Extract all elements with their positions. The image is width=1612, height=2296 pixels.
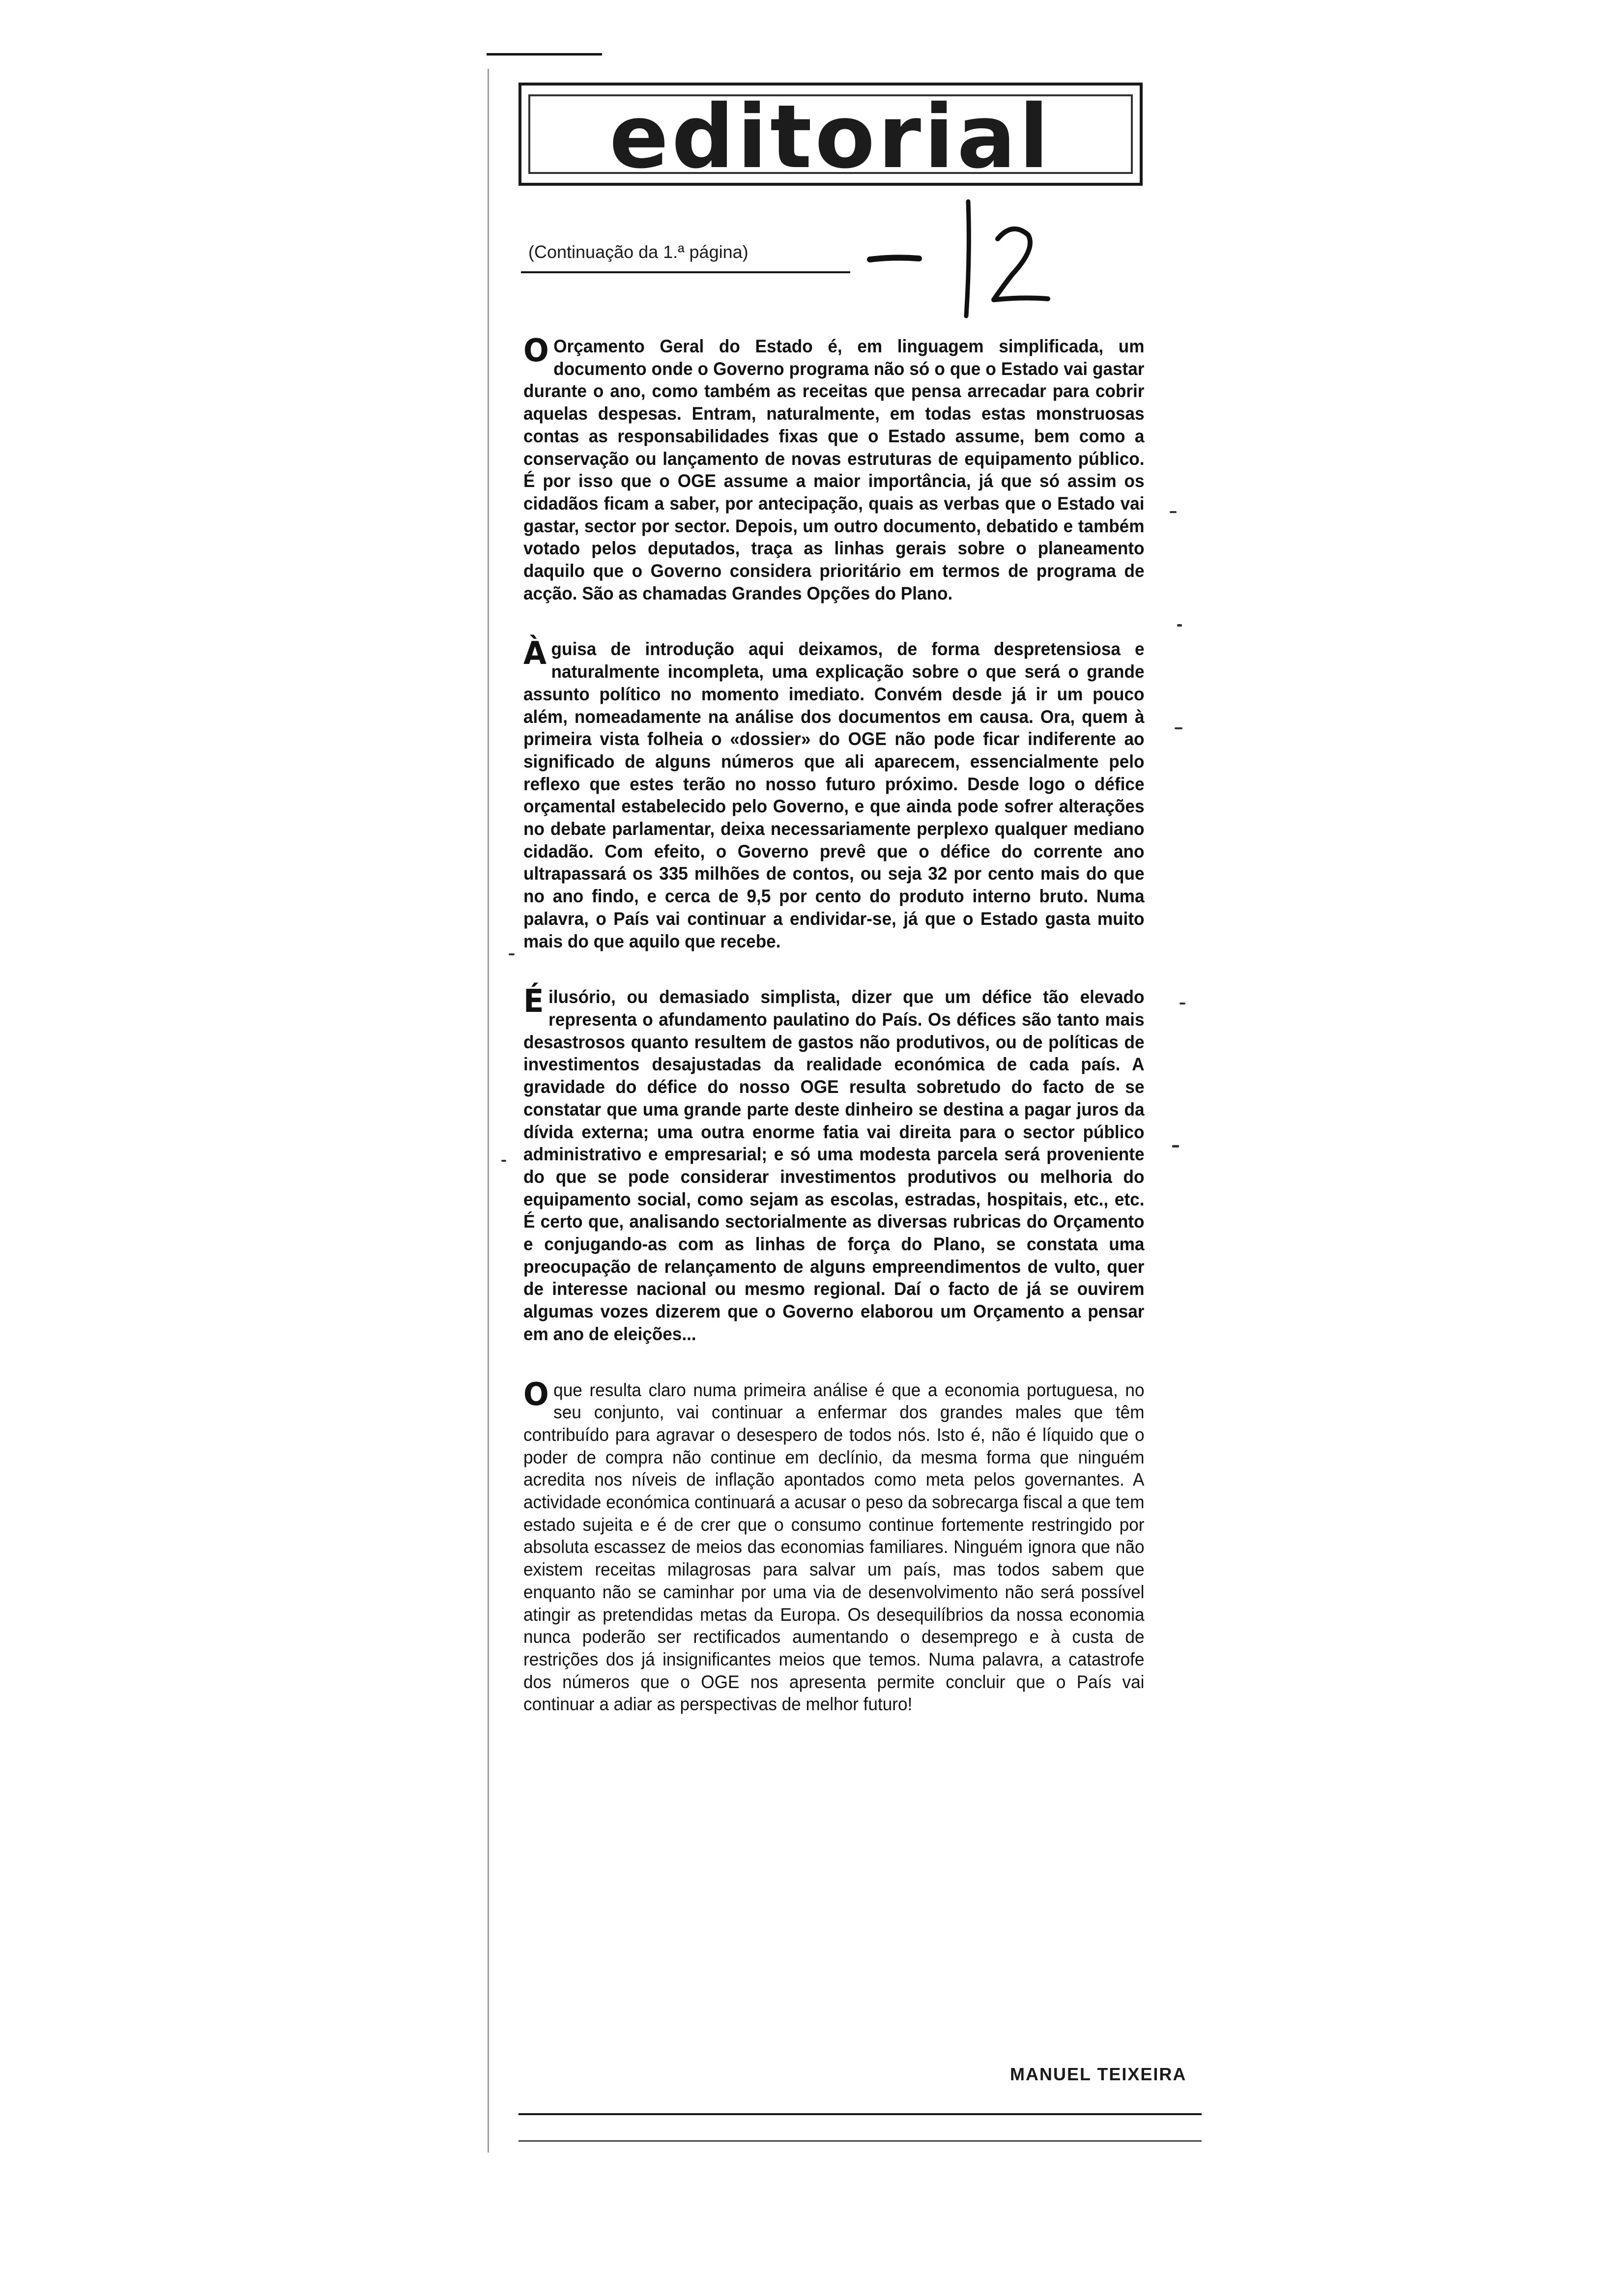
paragraph-text: ilusório, ou demasiado simplista, dizer que um défice tão elevado representa o afundamento paulatino do País. Os défices são tanto mais desastrosos quanto resultem de gastos não produtivos, ou de políticas de investimentos desajustadas da realidade económica de cada país. A gravidade do défice do nosso OGE resulta sobretudo do facto de se constatar que uma grande parte deste dinheiro se destina a pagar juros da dívida externa; uma outra enorme fatia vai direita para o sector público administrativo e empresarial; e só uma modesta parcela será proveniente do que se pode considerar investimentos produtivos ou melhoria do equipamento social, como sejam as escolas, estradas, hospitais, etc., etc. É certo que, analisando sectorialmente as diversas rubricas do Orçamento e conjugando-as com as linhas de força do Plano, se constata uma preocupação de relançamento de alguns empreendimentos de vulto, quer de interesse nacional ou mesmo regional. Daí o facto de já se ouvirem algumas vozes dizerem que o Governo elaborou um Orçamento a pensar em ano de eleições... [523,987,1145,1344]
drop-cap: O [523,333,549,369]
masthead-inner-frame [528,86,1133,188]
drop-cap: O [523,1376,549,1413]
article-paragraph [523,635,1145,952]
photocopy-speck [1175,727,1182,729]
left-column-rule [488,69,489,2152]
paragraph-text: Orçamento Geral do Estado é, em linguagem simplificada, um documento onde o Governo programa não só o que o Estado vai gastar durante o ano, como também as receitas que pensa arrecadar para cobrir aquelas despesas. Entram, naturalmente, em todas estas monstruosas contas as responsabilidades fixas que o Estado assume, bem como a conservação ou lançamento de novas estruturas de equipamento público. É por isso que o OGE assume a maior importância, já que só assim os cidadãos ficam a saber, por antecipação, quais as verbas que o Estado vai gastar, sector por sector. Depois, um outro documento, debatido e também votado pelos deputados, traça as linhas gerais sobre o planeamento daquilo que o Governo considera prioritário em termos de programa de acção. São as chamadas Grandes Opções do Plano. [523,336,1145,603]
photocopy-speck [1172,1145,1179,1148]
top-rule [487,53,602,56]
bottom-rule-short [518,2140,1202,2142]
article-paragraph [523,1376,1145,1716]
drop-cap: À [523,635,547,672]
paragraph-text: guisa de introdução aqui deixamos, de forma despretensiosa e naturalmente incompleta, uma explicação sobre o que será o grande assunto político no momento imediato. Convém desde já ir um pouco além, nomeadamente na análise dos documentos em causa. Ora, quem à primeira vista folheia o «dossier» do OGE não pode ficar indiferente ao significado de alguns números que ali aparecem, essencialmente pelo reflexo que estes terão no nosso futuro próximo. Desde logo o défice orçamental estabelecido pelo Governo, e que ainda pode sofrer alterações no debate parlamentar, deixa necessariamente perplexo qualquer mediano cidadão. Com efeito, o Governo prevê que o défice do corrente ano ultrapassará os 335 milhões de contos, ou seja 32 por cento mais do que no ano findo, e cerca de 9,5 por cento do produto interno bruto. Numa palavra, o País vai continuar a endividar-se, já que o Estado gasta muito mais do que aquilo que recebe. [523,639,1145,951]
photocopy-speck [1170,511,1177,513]
photocopy-speck [1177,624,1182,627]
masthead-title: editorial [609,86,1052,188]
photocopy-speck [1180,1003,1185,1004]
photocopy-speck [501,1160,506,1162]
continuation-underline [521,271,850,273]
bottom-rule [518,2113,1202,2115]
continuation-note: (Continuação da 1.ª página) [528,242,748,262]
editorial-masthead [518,83,1143,186]
photocopy-speck [509,953,515,955]
article-paragraph [523,335,1145,604]
article-paragraph [523,983,1145,1345]
handwritten-page-mark [865,196,1071,323]
author-signature: MANUEL TEIXEIRA [1010,2064,1187,2084]
drop-cap: É [523,983,544,1020]
paragraph-text: que resulta claro numa primeira análise é que a economia portuguesa, no seu conjunto, vai continuar a enfermar dos grandes males que têm contribuído para agravar o desespero de todos nós. Isto é, não é líquido que o poder de compra não continue em declínio, da mesma forma que ninguém acredita nos níveis de inflação apontados como meta pelos governantes. A actividade económica continuará a acusar o peso da sobrecarga fiscal a que tem estado sujeita e é de crer que o consumo continue fortemente restringido por absoluta escassez de meios das economias familiares. Ninguém ignora que não existem receitas milagrosas para salvar um país, mas todos sabem que enquanto não se caminhar por uma via de desenvolvimento não será possível atingir as pretendidas metas da Europa. Os desequilíbrios da nossa economia nunca poderão ser rectificados aumentando o desemprego e à custa de restrições dos já insignificantes meios que temos. Numa palavra, a catastrofe dos números que o OGE nos apresenta permite concluir que o País vai continuar a adiar as perspectivas de melhor futuro! [523,1379,1145,1715]
editorial-article [523,335,1177,1749]
